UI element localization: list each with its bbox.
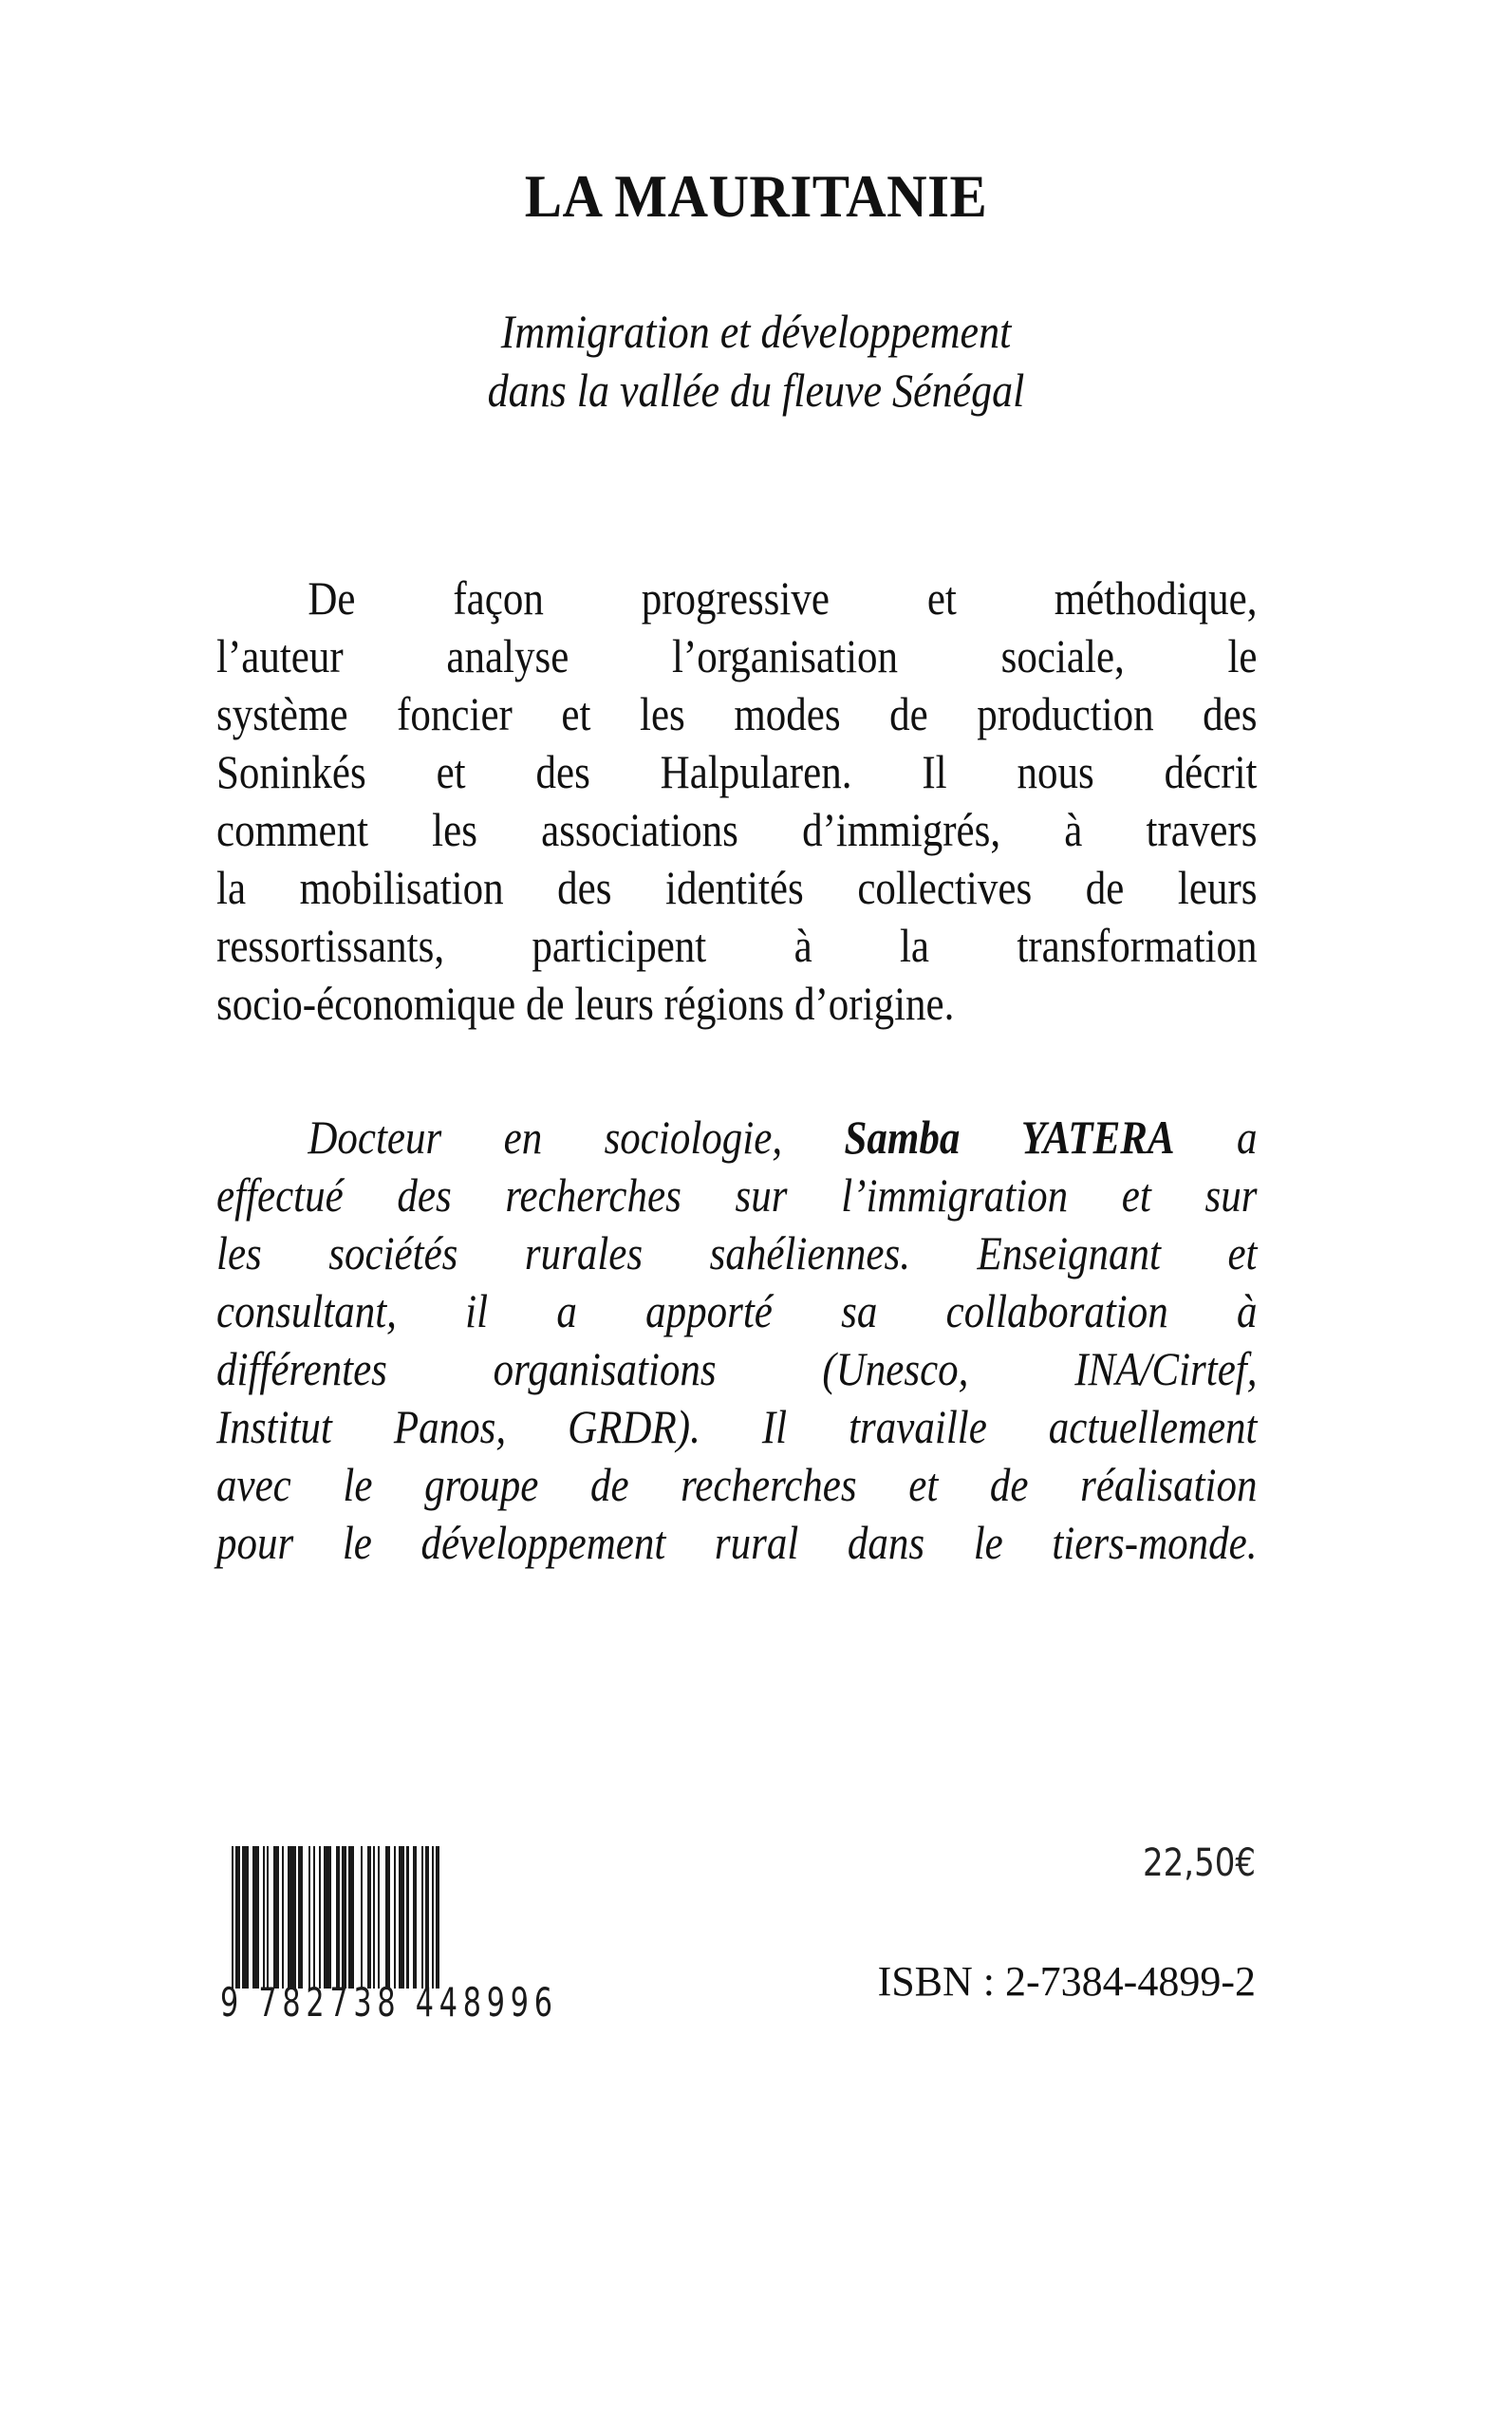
subtitle-line: Immigration et développement: [500, 305, 1012, 358]
summary-line: De façon progressive et méthodique,: [308, 571, 1258, 625]
bio-line: les sociétés rurales sahéliennes. Enseignant et: [216, 1226, 1258, 1279]
summary-line: la mobilisation des identités collectives de leurs: [216, 861, 1258, 914]
summary-line: l’auteur analyse l’organisation sociale, le: [216, 629, 1258, 682]
bio-line: différentes organisations (Unesco, INA/Cirtef,: [216, 1342, 1258, 1395]
bio-line: [216, 1109, 1258, 1167]
book-subtitle: [91, 302, 1422, 420]
subtitle-line: dans la vallée du fleuve Sénégal: [487, 364, 1025, 417]
barcode-digits: 9 782738 448996: [220, 1979, 558, 2026]
summary-paragraph: [216, 570, 1257, 1033]
summary-line: ressortissants, participent à la transformation: [216, 919, 1258, 972]
summary-line: socio-économique de leurs régions d’origine.: [216, 977, 955, 1030]
summary-line: Soninkés et des Halpularen. Il nous décrit: [216, 745, 1258, 798]
bio-line: effectué des recherches sur l’immigration et sur: [216, 1168, 1258, 1222]
author-name: Samba YATERA: [844, 1111, 1175, 1164]
author-bio-paragraph: [216, 1109, 1257, 1572]
bio-prefix: Docteur en sociologie,: [308, 1111, 845, 1164]
bio-line: avec le groupe de recherches et de réalisation: [216, 1458, 1258, 1511]
bio-suffix: a: [1174, 1111, 1258, 1164]
book-title: LA MAURITANIE: [524, 162, 988, 230]
barcode: [220, 1846, 558, 2026]
price-label: 22,50€: [1143, 1841, 1256, 1885]
summary-line: système foncier et les modes de production des: [216, 687, 1258, 740]
bio-line: consultant, il a apporté sa collaboration à: [216, 1284, 1258, 1337]
bio-line: pour le développement rural dans le tiers-monde.: [216, 1516, 1258, 1569]
isbn-label: ISBN : 2-7384-4899-2: [877, 1958, 1256, 2005]
summary-line: comment les associations d’immigrés, à travers: [216, 803, 1258, 856]
barcode-bars-icon: [232, 1846, 545, 1989]
bio-line: Institut Panos, GRDR). Il travaille actuellement: [216, 1400, 1258, 1453]
